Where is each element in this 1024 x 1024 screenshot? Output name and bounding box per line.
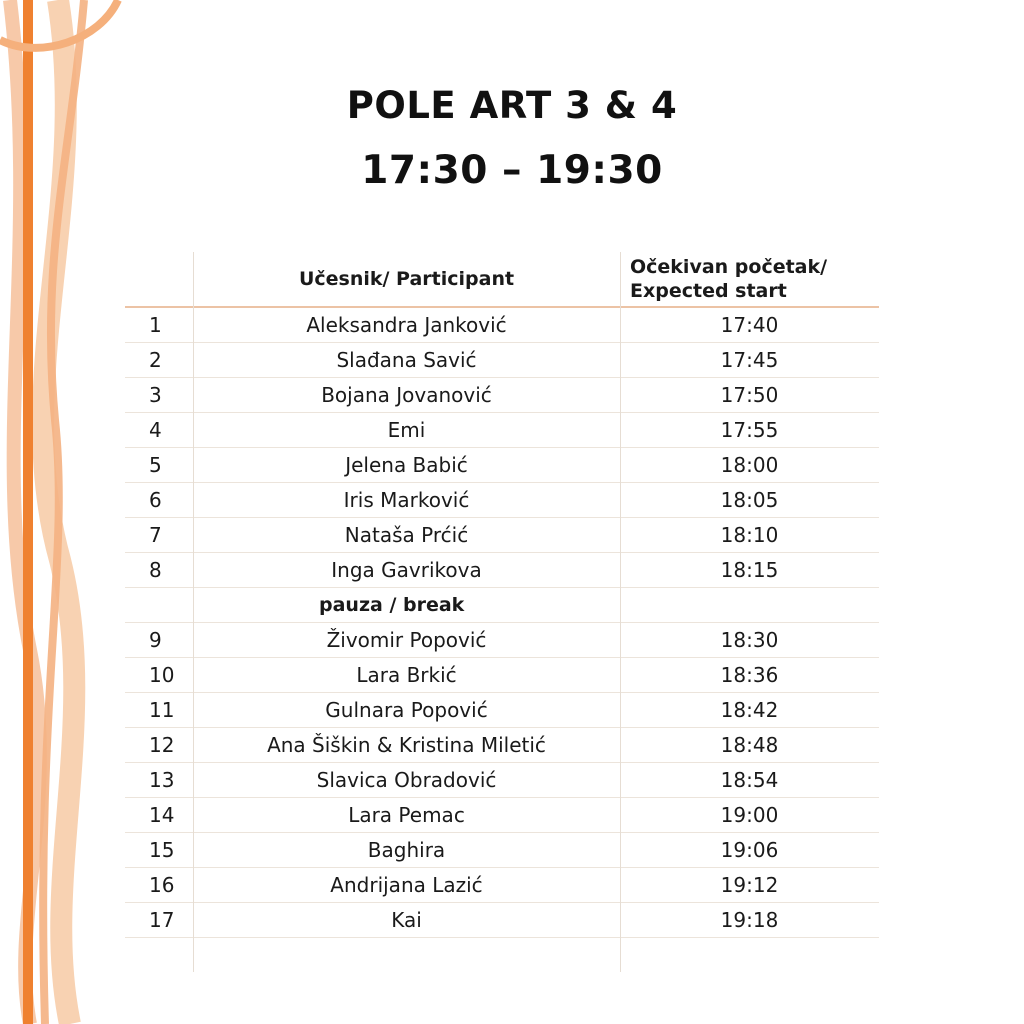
row-number: 5 bbox=[149, 453, 162, 477]
participant-name: Gulnara Popović bbox=[325, 698, 488, 722]
header-expected-start bbox=[620, 252, 879, 306]
table-row bbox=[125, 693, 879, 728]
row-number: 7 bbox=[149, 523, 162, 547]
start-time: 17:45 bbox=[720, 348, 779, 372]
row-number: 9 bbox=[149, 628, 162, 652]
start-time bbox=[620, 588, 879, 622]
row-number: 13 bbox=[149, 768, 175, 792]
table-row bbox=[125, 833, 879, 868]
row-number bbox=[125, 588, 193, 622]
break-label: pauza / break bbox=[319, 594, 465, 616]
participant-name: Andrijana Lazić bbox=[330, 873, 483, 897]
participant-name: Lara Brkić bbox=[356, 663, 457, 687]
participant-name: Emi bbox=[387, 418, 426, 442]
start-time: 18:10 bbox=[720, 523, 779, 547]
participant-name: Aleksandra Janković bbox=[306, 313, 507, 337]
table-row bbox=[125, 658, 879, 693]
participant-name: Inga Gavrikova bbox=[331, 558, 482, 582]
start-time: 18:54 bbox=[720, 768, 779, 792]
table-footer-spacer bbox=[125, 938, 879, 972]
row-number: 3 bbox=[149, 383, 162, 407]
row-number: 10 bbox=[149, 663, 175, 687]
row-number: 14 bbox=[149, 803, 175, 827]
start-time: 17:55 bbox=[720, 418, 779, 442]
row-number: 6 bbox=[149, 488, 162, 512]
row-number: 1 bbox=[149, 313, 162, 337]
participant-name: Slavica Obradović bbox=[316, 768, 497, 792]
start-time: 18:42 bbox=[720, 698, 779, 722]
row-number: 11 bbox=[149, 698, 175, 722]
participant-name: Slađana Savić bbox=[336, 348, 477, 372]
row-number: 17 bbox=[149, 908, 175, 932]
participant-name: Ana Šiškin & Kristina Miletić bbox=[267, 733, 546, 757]
participant-name: Jelena Babić bbox=[345, 453, 468, 477]
row-number: 4 bbox=[149, 418, 162, 442]
table-row bbox=[125, 763, 879, 798]
column-divider bbox=[193, 252, 194, 972]
start-time: 18:05 bbox=[720, 488, 779, 512]
schedule-table bbox=[125, 252, 879, 972]
table-row bbox=[125, 623, 879, 658]
table-row bbox=[125, 413, 879, 448]
table-row bbox=[125, 903, 879, 938]
start-time: 18:00 bbox=[720, 453, 779, 477]
row-number: 8 bbox=[149, 558, 162, 582]
participant-name: Iris Marković bbox=[343, 488, 470, 512]
table-header bbox=[125, 252, 879, 308]
break-row bbox=[125, 588, 879, 623]
time-range: 17:30 – 19:30 bbox=[361, 148, 663, 193]
row-number: 2 bbox=[149, 348, 162, 372]
table-row bbox=[125, 518, 879, 553]
row-number: 15 bbox=[149, 838, 175, 862]
column-divider bbox=[620, 252, 621, 972]
table-row bbox=[125, 728, 879, 763]
start-time: 18:15 bbox=[720, 558, 779, 582]
start-time: 19:00 bbox=[720, 803, 779, 827]
participant-name: Kai bbox=[391, 908, 422, 932]
start-time: 19:06 bbox=[720, 838, 779, 862]
table-row bbox=[125, 448, 879, 483]
start-time: 18:48 bbox=[720, 733, 779, 757]
table-row bbox=[125, 798, 879, 833]
participant-name: Živomir Popović bbox=[326, 628, 487, 652]
participant-name: Baghira bbox=[367, 838, 446, 862]
participant-name: Nataša Prćić bbox=[344, 523, 469, 547]
start-time: 19:18 bbox=[720, 908, 779, 932]
table-row bbox=[125, 553, 879, 588]
header-start-line1: Očekivan početak/ bbox=[630, 256, 828, 278]
row-number: 16 bbox=[149, 873, 175, 897]
table-row bbox=[125, 868, 879, 903]
table-row bbox=[125, 308, 879, 343]
table-row bbox=[125, 343, 879, 378]
table-row bbox=[125, 378, 879, 413]
start-time: 18:30 bbox=[720, 628, 779, 652]
participant-name: Bojana Jovanović bbox=[321, 383, 492, 407]
participant-name: Lara Pemac bbox=[348, 803, 465, 827]
start-time: 17:40 bbox=[720, 313, 779, 337]
start-time: 18:36 bbox=[720, 663, 779, 687]
header-start-line2: Expected start bbox=[630, 280, 787, 302]
start-time: 17:50 bbox=[720, 383, 779, 407]
page-title: POLE ART 3 & 4 bbox=[346, 84, 678, 127]
table-row bbox=[125, 483, 879, 518]
row-number: 12 bbox=[149, 733, 175, 757]
header-participant: Učesnik/ Participant bbox=[298, 268, 515, 290]
start-time: 19:12 bbox=[720, 873, 779, 897]
header-number bbox=[125, 252, 193, 306]
